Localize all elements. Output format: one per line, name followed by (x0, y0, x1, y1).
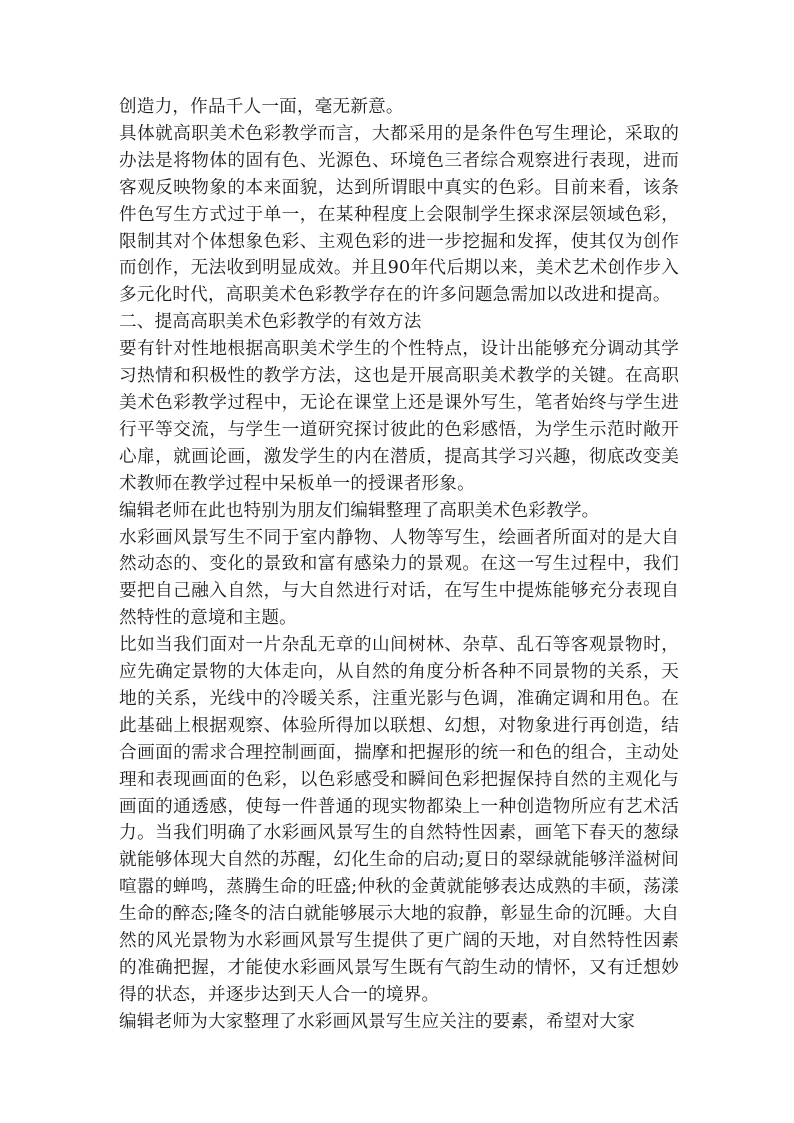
paragraph-watercolor-detail: 比如当我们面对一片杂乱无章的山间树林、杂草、乱石等客观景物时，应先确定景物的大体走向，从自然的角度分析各种不同景物的关系，天地的关系，光线中的冷暖关系，注重光影与色调，准确定调和用色。在此基础上根据观察、体验所得加以联想、幻想，对物象进行再创造，结合画面的需求合理控制画面，揣摩和把握形的统一和色的组合，主动处理和表现画面的色彩，以色彩感受和瞬间色彩把握保持自然的主观化与画面的通透感，使每一件普通的现实物都染上一种创造物所应有艺术活力。当我们明确了水彩画风景写生的自然特性因素，画笔下春天的葱绿就能够体现大自然的苏醒，幻化生命的启动;夏日的翠绿就能够洋溢树间喧嚣的蝉鸣，蒸腾生命的旺盛;仲秋的金黄就能够表达成熟的丰硕，荡漾生命的醉态;隆冬的洁白就能够展示大地的寂静，彰显生命的沉睡。大自然的风光景物为水彩画风景写生提供了更广阔的天地，对自然特性因素的准确把握，才能使水彩画风景写生既有气韵生动的情怀，又有迁想妙得的状态，并逐步达到天人合一的境界。 (119, 635, 679, 1005)
document-page (119, 94, 679, 1036)
paragraph-teaching-status: 具体就高职美术色彩教学而言，大都采用的是条件色写生理论，采取的办法是将物体的固有色、光源色、环境色三者综合观察进行表现，进而客观反映物象的本来面貌，达到所谓眼中真实的色彩。目前来看，该条件色写生方式过于单一，在某种程度上会限制学生探求深层领域色彩，限制其对个体想象色彩、主观色彩的进一步挖掘和发挥，使其仅为创作而创作，无法收到明显成效。并且90年代后期以来，美术艺术创作步入多元化时代，高职美术色彩教学存在的许多问题急需加以改进和提高。 (119, 123, 679, 306)
section-heading: 二、提高高职美术色彩教学的有效方法 (119, 312, 422, 333)
paragraph-teaching-methods: 要有针对性地根据高职美术学生的个性特点，设计出能够充分调动其学习热情和积极性的教学方法，这也是开展高职美术教学的关键。在高职美术色彩教学过程中，无论在课堂上还是课外写生，笔者始终与学生进行平等交流，与学生一道研究探讨彼此的色彩感悟，为学生示范时敞开心扉，就画论画，激发学生的内在潜质，提高其学习兴趣，彻底改变美术教师在教学过程中呆板单一的授课者形象。 (119, 339, 679, 494)
paragraph-intro-fragment: 创造力，作品千人一面，毫无新意。 (119, 97, 404, 117)
paragraph-editor-note: 编辑老师在此也特别为朋友们编辑整理了高职美术色彩教学。 (119, 500, 600, 521)
paragraph-watercolor-intro: 水彩画风景写生不同于室内静物、人物等写生，绘画者所面对的是大自然动态的、变化的景致和富有感染力的景观。在这一写生过程中，我们要把自己融入自然，与大自然进行对话，在写生中提炼能够充分表现自然特性的意境和主题。 (119, 527, 679, 629)
paragraph-editor-closing: 编辑老师为大家整理了水彩画风景写生应关注的要素，希望对大家 (119, 1011, 636, 1032)
